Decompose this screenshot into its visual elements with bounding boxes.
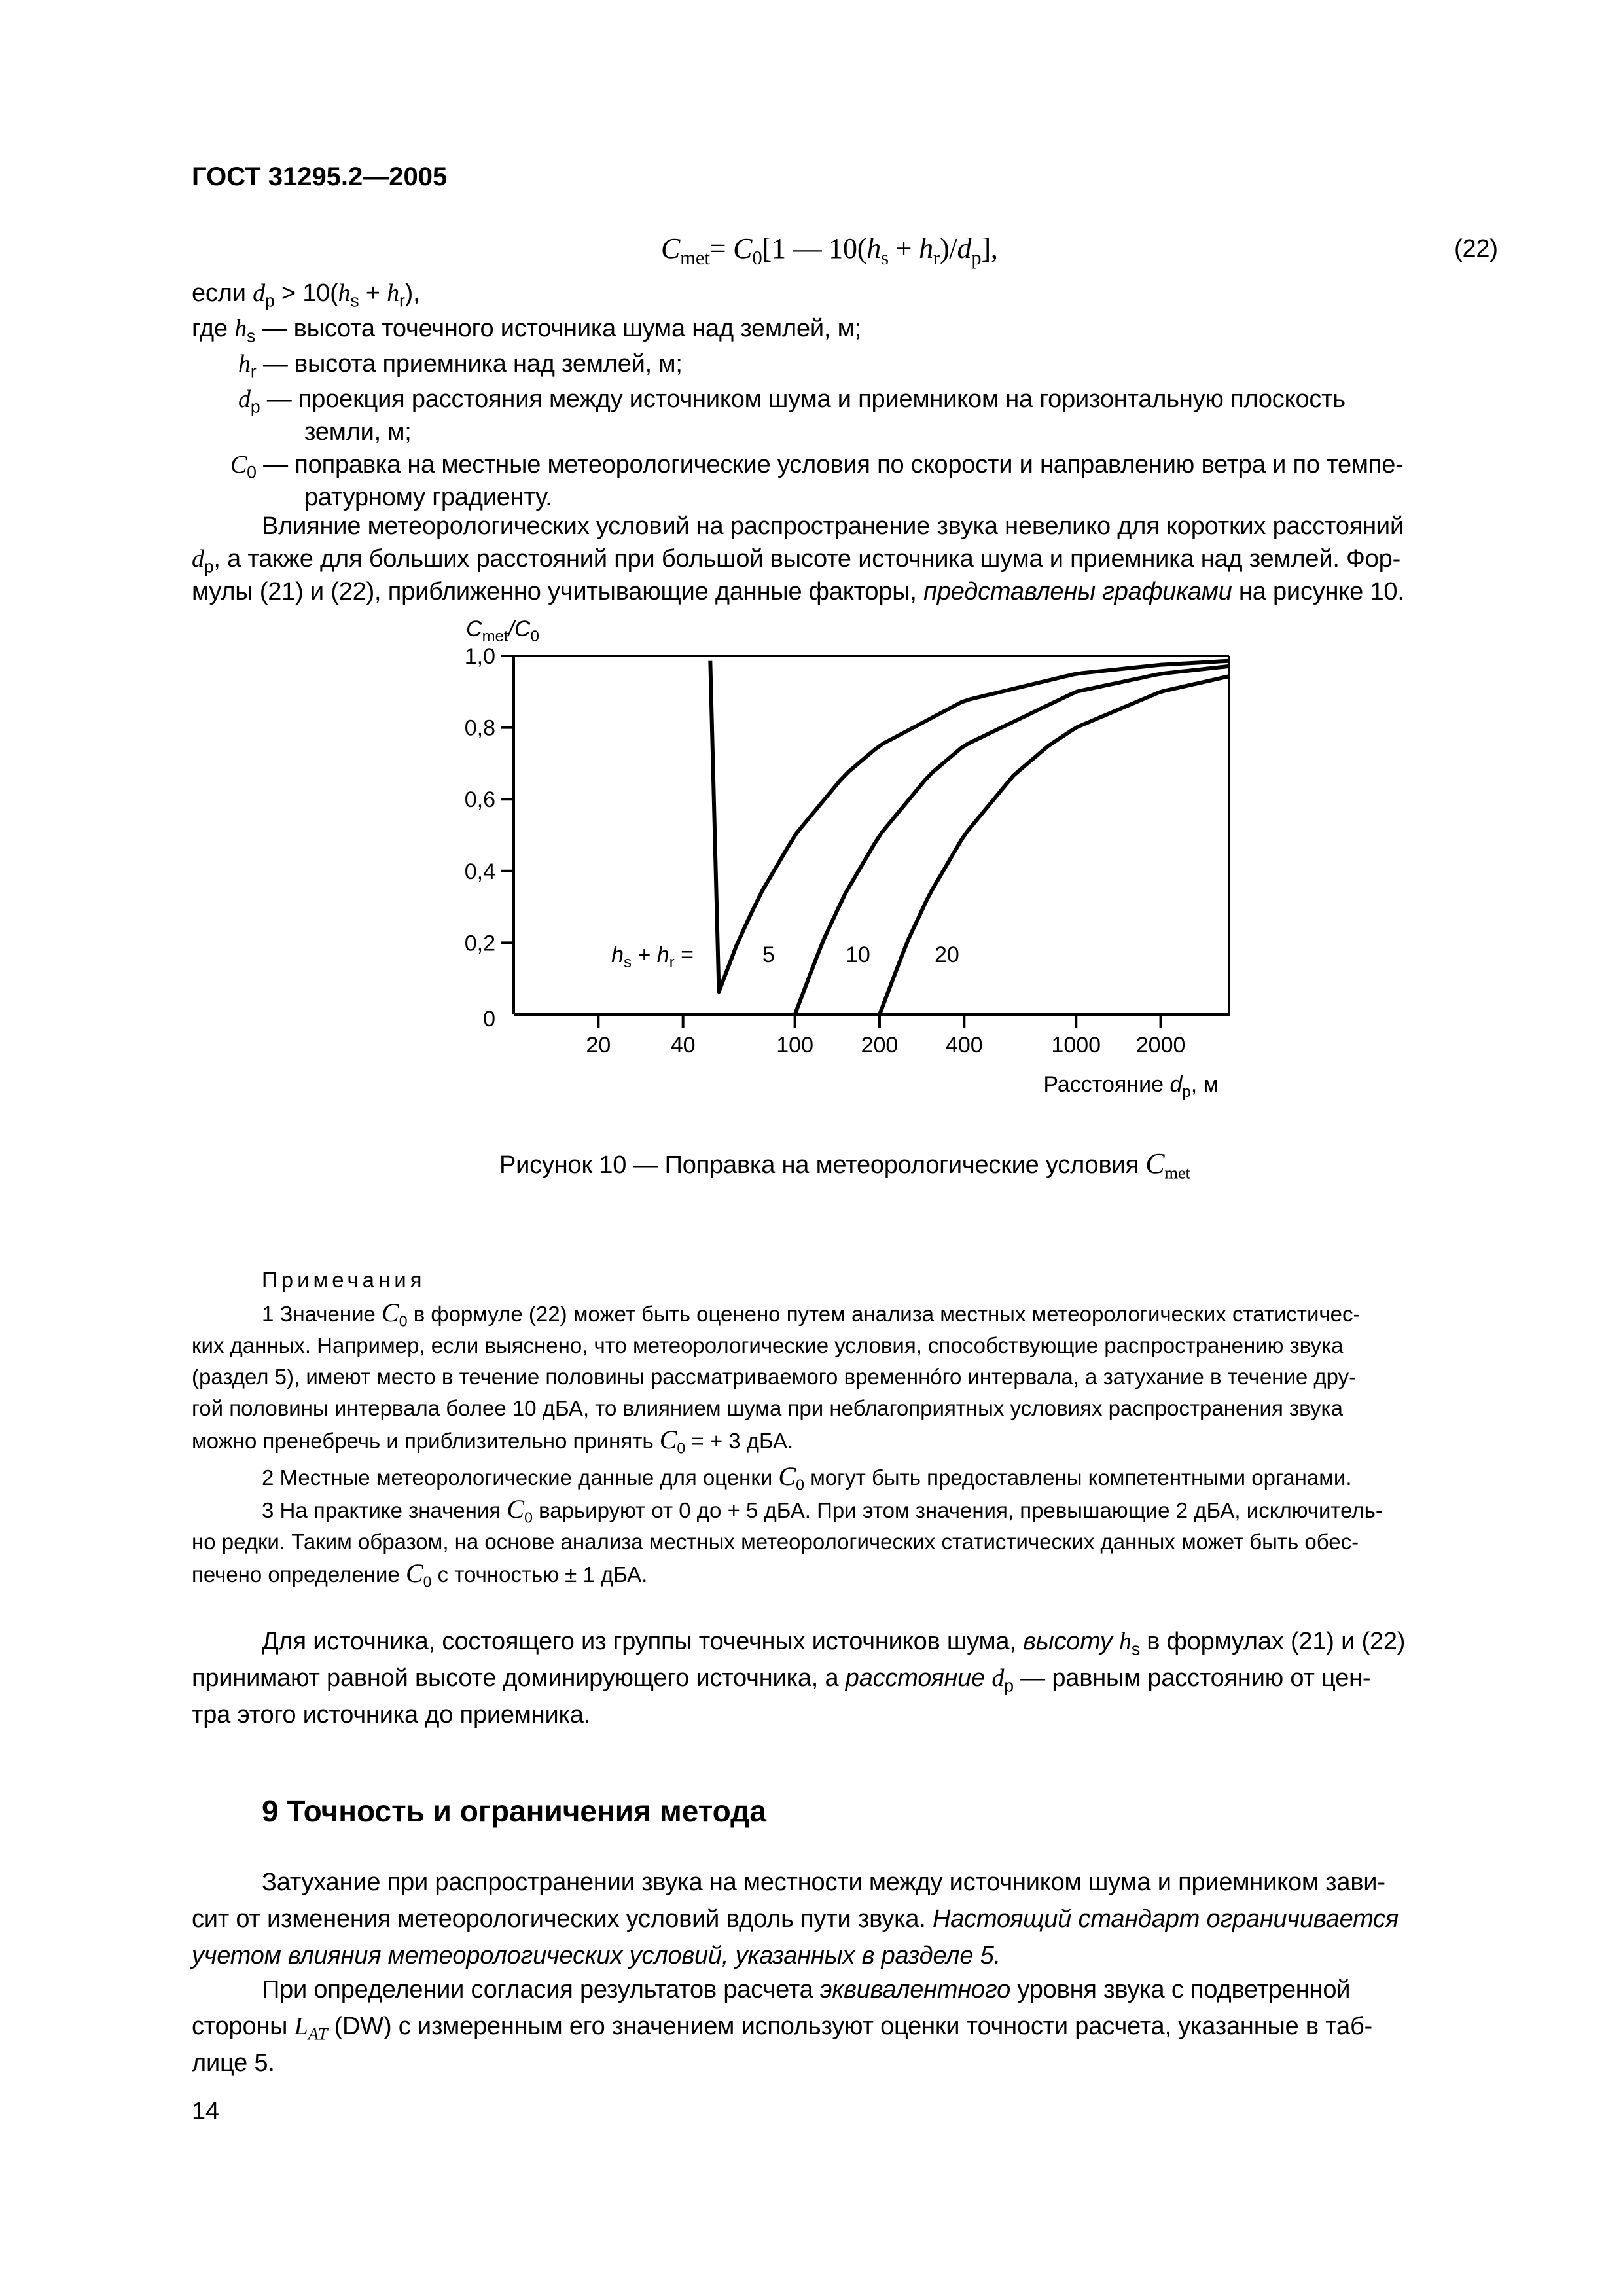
- para1-line3: мулы (21) и (22), приближенно учитывающие данные факторы, представлены графиками на рисунке 10.: [192, 578, 1404, 605]
- note-3: 3 На практике значения $C_0$ варьируют от 0 до + 5 дБА. При этом значения, превышающие 2 дБА, исключитель- но редки. Таким образом, на основе анализа местных метеорологических статистических данных может быть обес- печено определение $C_0$ с точностью ± 1 дБА.: [192, 1494, 1383, 1590]
- curve-annotation: $h_s + h_r$ =: [611, 942, 694, 971]
- chart-labels: [466, 617, 1219, 1101]
- formula-22: $C_{met}= C_0[1$ — $10(h_s + h_r)/d_p$],: [661, 232, 998, 269]
- x-tick-label: 200: [861, 1033, 899, 1058]
- chart-curves: [710, 661, 1229, 1014]
- y-tick-label: 1,0: [464, 644, 495, 669]
- definition-dp: $d_p$ — проекция расстояния между источником шума и приемником на горизонтальную плоскость: [238, 386, 1346, 417]
- figure-10-chart: [445, 609, 1289, 1113]
- y-tick-labels: [465, 644, 514, 1031]
- y-tick-label: 0,4: [464, 859, 495, 884]
- formula-condition: если $d_p > 10(h_s + h_r)$,: [192, 279, 420, 311]
- definition-hs: где $h_s$ — высота точечного источника шума над землей, м;: [192, 315, 861, 346]
- x-tick-label: 2000: [1135, 1033, 1186, 1058]
- page-number: 14: [192, 2098, 219, 2125]
- y-tick-label: 0,8: [464, 715, 495, 741]
- document-header: ГОСТ 31295.2—2005: [192, 162, 448, 191]
- curve-label-10: 10: [846, 942, 870, 967]
- definition-hr: $h_r$ — высота приемника над землей, м;: [238, 350, 683, 382]
- notes-title: Примечания: [262, 1268, 426, 1292]
- curve-20: [880, 676, 1229, 1014]
- definition-c0-cont: ратурному градиенту.: [304, 484, 552, 511]
- curve-label-20: 20: [935, 942, 959, 967]
- y-tick-label: 0,2: [464, 931, 495, 956]
- figure-caption: Рисунок 10 — Поправка на метеорологические условия $C_{met}$: [499, 1147, 1190, 1183]
- section-9-para1: Затухание при распространении звука на местности между источником шума и приемником зави- сит от изменения метеорологических условий вдоль пути звука. Настоящий стандарт ограничивается учетом влияния метеорологических условий, указанных в разделе 5.: [192, 1869, 1399, 1969]
- x-tick-label: 20: [586, 1033, 611, 1058]
- para1-line1: Влияние метеорологических условий на распространение звука невелико для коротких расстояний: [262, 512, 1404, 540]
- y-axis-label: $C_{met}/C_0$: [466, 617, 539, 645]
- x-tick-label: 400: [945, 1033, 983, 1058]
- note-1: 1 Значение $C_0$ в формуле (22) может быть оценено путем анализа местных метеорологических статистичес- ких данных. Например, если выяснено, что метеорологические условия, способствующие распространению звука (раздел 5), имеют место в течение половины рассматриваемого временнóго интервала, а затухание в течение дру- гой половины интервала более 10 дБА, то влиянием шума при неблагоприятных условиях распространения звука можно пренебречь и приблизительно принять $C_0$ = + 3 дБА.: [192, 1298, 1361, 1457]
- y-tick-label: 0: [483, 1007, 495, 1031]
- section-9-para2: При определении согласия результатов расчета эквивалентного уровня звука с подветренной стороны $L_{AT}$ (DW) с измеренным его значением используют оценки точности расчета, указанные в таб- лице 5.: [192, 1976, 1372, 2077]
- x-tick-labels: [586, 1014, 1185, 1058]
- definition-dp-cont: земли, м;: [304, 418, 412, 446]
- x-tick-label: 1000: [1051, 1033, 1101, 1058]
- x-tick-label: 100: [776, 1033, 813, 1058]
- definition-c0: $C_0$ — поправка на местные метеорологические условия по скорости и направлению ветра и по темпе-: [230, 451, 1404, 482]
- para2: Для источника, состоящего из группы точечных источников шума, высоту $h_s$ в формулах (21) и (22) принимают равной высоте доминирующего источника, а расстояние $d_p$ — равным расстоянию от цен- тра этого источника до приемника.: [192, 1628, 1406, 1729]
- curve-label-5: 5: [762, 942, 775, 967]
- para1-line2: $d_p$, а также для больших расстояний при большой высоте источника шума и приемника над землей. Фор-: [192, 545, 1401, 577]
- y-tick-label: 0,6: [464, 787, 495, 813]
- x-tick-label: 40: [670, 1033, 696, 1058]
- x-axis-label: Расстояние $d_p$, м: [1043, 1072, 1219, 1101]
- note-2: 2 Местные метеорологические данные для оценки $C_0$ могут быть предоставлены компетентными органами.: [262, 1462, 1352, 1494]
- section-9-heading: 9 Точность и ограничения метода: [262, 1794, 766, 1828]
- formula-number: (22): [1454, 235, 1498, 262]
